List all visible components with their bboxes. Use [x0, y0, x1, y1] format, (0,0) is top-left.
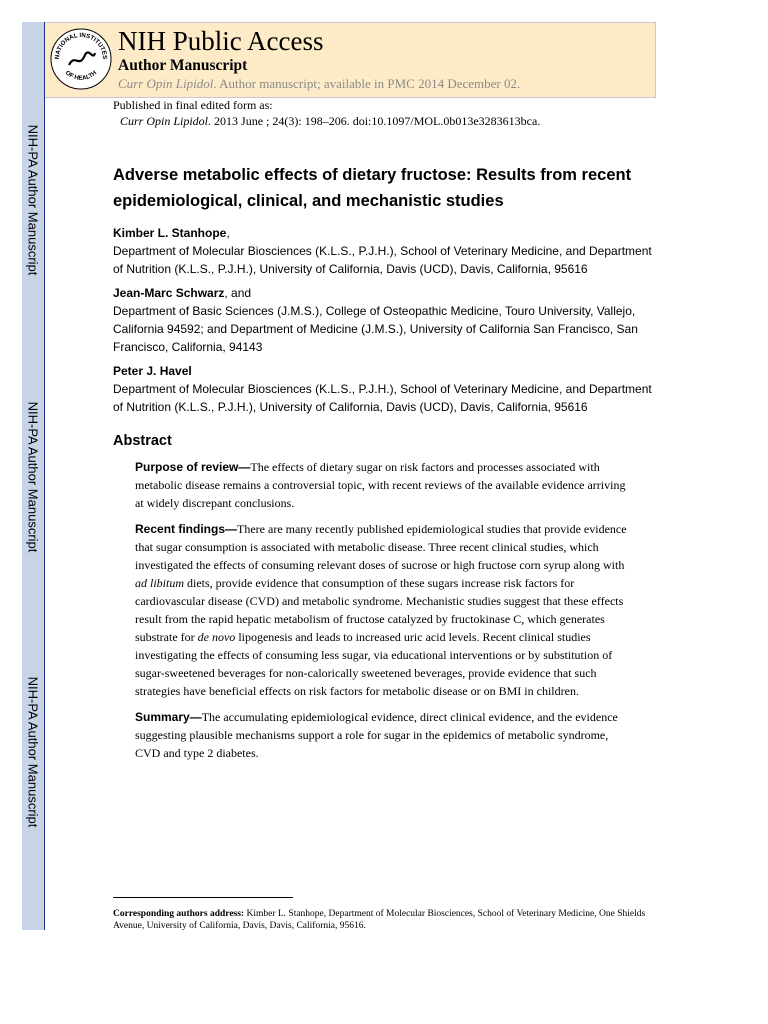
- citation-details: [120, 114, 540, 129]
- corresponding-author-footnote: [113, 908, 653, 932]
- nih-logo-icon: [49, 27, 113, 91]
- abstract-findings: [135, 520, 635, 700]
- findings-text: There are many recently published epidemiological studies that provide evidence that sugar consumption is associated with metabolic disease. Three recent clinical studies, which investigated the effects of consuming relevant doses of sucrose or high fructose corn syrup along with: [135, 522, 627, 572]
- nih-header: [45, 22, 656, 98]
- nih-public-access-title: NIH Public Access: [118, 26, 324, 56]
- abstract-heading: Abstract: [113, 433, 172, 449]
- findings-label: Recent findings—: [135, 522, 238, 536]
- summary-label: Summary—: [135, 710, 202, 724]
- article-body: [113, 162, 658, 770]
- published-label: Published in final edited form as:: [113, 98, 273, 112]
- journal-name: Curr Opin Lipidol: [118, 76, 214, 91]
- author-name: [113, 224, 658, 242]
- footnote-divider: [113, 897, 293, 898]
- abstract-summary: [135, 708, 635, 762]
- author-affiliation: Department of Molecular Biosciences (K.L.S., P.J.H.), School of Veterinary Medicine, and Department of Nutrition (K.L.S., P.J.H.), University of California, Davis (UCD), Davis, California, 95616: [113, 244, 652, 276]
- sidebar-label-2: NIH-PA Author Manuscript: [25, 401, 41, 553]
- footnote-label: Corresponding authors address:: [113, 909, 245, 919]
- findings-italic: ad libitum: [135, 576, 185, 590]
- author-name-text: Jean-Marc Schwarz: [113, 286, 225, 300]
- author-affiliation: Department of Molecular Biosciences (K.L.S., P.J.H.), School of Veterinary Medicine, and Department of Nutrition (K.L.S., P.J.H.), University of California, Davis (UCD), Davis, California, 95616: [113, 382, 652, 414]
- author-name-text: Peter J. Havel: [113, 364, 192, 378]
- author-name: [113, 284, 658, 302]
- abstract-purpose: [135, 458, 635, 512]
- findings-text: lipogenesis and leads to increased uric acid levels. Recent clinical studies investigating the effects of consuming less sugar, via educational interventions or by substitution of sugar-sweetened beverages for non-calorically sweetened beverages, provide evidence that such strategies have beneficial effects on risk factors for metabolic disease or on BMI in children.: [135, 630, 613, 698]
- article-title: Adverse metabolic effects of dietary fructose: Results from recent epidemiological, clinical, and mechanistic studies: [113, 166, 632, 210]
- purpose-label: Purpose of review—: [135, 460, 251, 474]
- author-manuscript-label: Author Manuscript: [118, 57, 248, 74]
- sidebar-label-1: NIH-PA Author Manuscript: [25, 124, 41, 276]
- author-name: [113, 362, 658, 380]
- journal-availability: [118, 76, 520, 92]
- author-suffix: , and: [224, 286, 252, 300]
- citation-info: . 2013 June ; 24(3): 198–206. doi:10.1097/MOL.0b013e3283613bca.: [208, 114, 541, 128]
- summary-text: The accumulating epidemiological evidence, direct clinical evidence, and the evidence suggesting plausible mechanisms support a role for sugar in the epidemics of metabolic syndrome, CVD and type 2 diabetes.: [135, 710, 618, 760]
- author-affiliation: Department of Basic Sciences (J.M.S.), College of Osteopathic Medicine, Touro University, Vallejo, California 94592; and Department of Medicine (J.M.S.), University of California San Francisco, San Francisco, California, 94143: [113, 304, 638, 354]
- footnote-text: Kimber L. Stanhope, Department of Molecular Biosciences, School of Veterinary Medicine, One Shields Avenue, University of California, Davis, Davis, California, 95616.: [113, 909, 646, 931]
- logo-text-top: NATIONAL INSTITUTES: [53, 31, 109, 60]
- sidebar-label-3: NIH-PA Author Manuscript: [25, 676, 41, 828]
- purpose-text: The effects of dietary sugar on risk factors and processes associated with metabolic disease remains a controversial topic, with recent reviews of the available evidence arriving at widely discrepant conclusions.: [135, 460, 626, 510]
- logo-text-bottom: OF HEALTH: [63, 69, 99, 82]
- author-suffix: ,: [226, 226, 230, 240]
- author-name-text: Kimber L. Stanhope: [113, 226, 227, 240]
- findings-italic: de novo: [197, 630, 236, 644]
- findings-text: diets, provide evidence that consumption of these sugars increase risk factors for cardiovascular disease (CVD) and metabolic syndrome. Mechanistic studies suggest that these effects result from the rapid hepatic metabolism of fructose catalyzed by fructokinase C, which generates substrate for: [135, 576, 624, 644]
- availability-text: . Author manuscript; available in PMC 2014 December 02.: [213, 76, 521, 91]
- citation-journal: Curr Opin Lipidol: [120, 114, 209, 128]
